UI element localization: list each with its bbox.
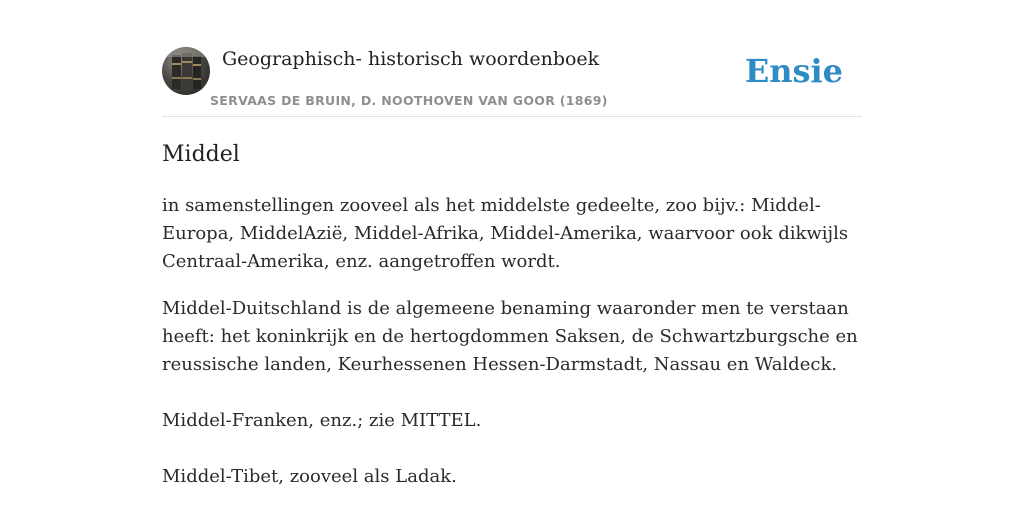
book-author: SERVAAS DE BRUIN, D. NOOTHOVEN VAN GOOR (1869) — [210, 93, 608, 108]
book-cover-avatar[interactable] — [162, 47, 210, 95]
entry-title: Middel — [162, 142, 240, 167]
entry-paragraph: Middel-Duitschland is de algemeene benaming waaronder men te verstaan heeft: het koninkrijk en de hertogdommen Saksen, de Schwartzburgsche en reussische landen, Keurhessenen Hessen-Darmstadt, Nassau en Waldeck. — [162, 298, 858, 375]
book-cover-image — [162, 47, 210, 95]
book-title[interactable]: Geographisch- historisch woordenboek — [222, 48, 600, 70]
book-header — [162, 46, 862, 117]
ensie-logo[interactable]: Ensie — [744, 52, 843, 90]
entry-paragraph: in samenstellingen zooveel als het middelste gedeelte, zoo bijv.: Middel-Europa, MiddelAzië, Middel-Afrika, Middel-Amerika, waarvoor ook dikwijls Centraal-Amerika, enz. aangetroffen wordt. — [162, 195, 849, 272]
entry-paragraph: Middel-Tibet, zooveel als Ladak. — [162, 466, 457, 487]
entry-body — [162, 192, 862, 491]
entry-paragraph: Middel-Franken, enz.; zie MITTEL. — [162, 410, 482, 431]
entry-content — [162, 138, 862, 510]
